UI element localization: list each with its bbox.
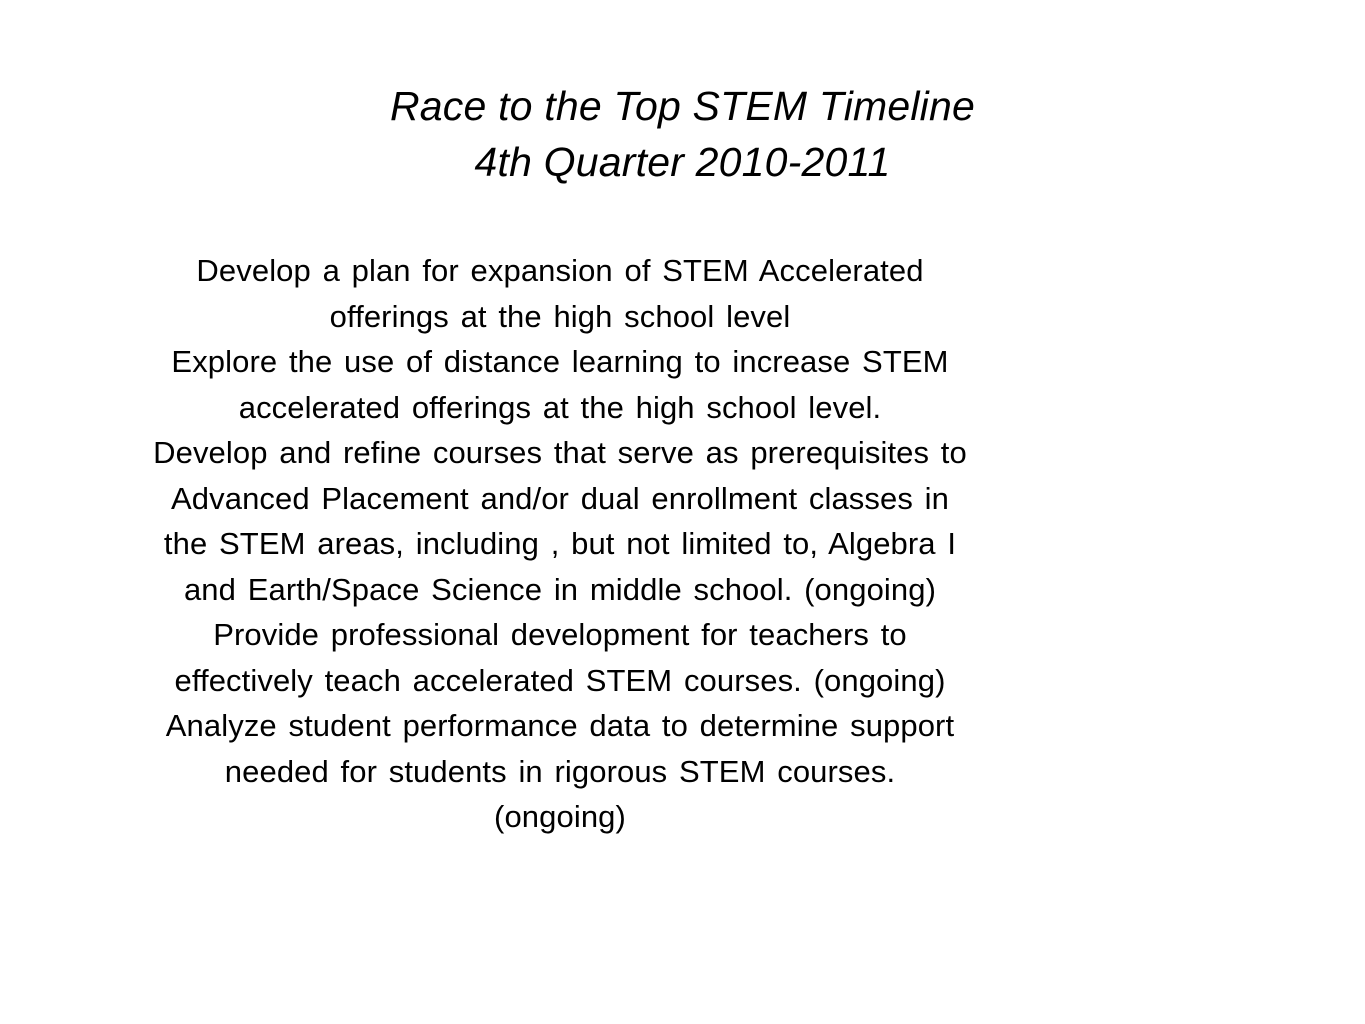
item-line: Explore the use of distance learning to increase STEM <box>171 344 949 379</box>
item-line: (ongoing) <box>494 799 626 834</box>
item-line: and Earth/Space Science in middle school. (ongoing) <box>183 571 937 607</box>
timeline-items <box>60 248 1060 840</box>
timeline-item-2 <box>60 339 1060 430</box>
timeline-item-3 <box>60 430 1060 612</box>
item-line: accelerated offerings at the high school level. <box>238 389 882 425</box>
item-line: offerings at the high school level <box>329 298 791 334</box>
timeline-item-4 <box>60 612 1060 703</box>
item-line: Develop and refine courses that serve as prerequisites to <box>153 435 967 470</box>
item-line: Provide professional development for teachers to <box>213 617 907 652</box>
item-line: effectively teach accelerated STEM courses. (ongoing) <box>174 662 946 698</box>
item-line: needed for students in rigorous STEM courses. <box>224 753 896 789</box>
item-line: Analyze student performance data to determine support <box>165 708 955 743</box>
timeline-item-1 <box>60 248 1060 339</box>
title-line-2: 4th Quarter 2010-2011 <box>474 139 891 185</box>
item-line: Advanced Placement and/or dual enrollment classes in <box>171 480 949 516</box>
item-line: Develop a plan for expansion of STEM Accelerated <box>196 253 924 288</box>
item-line: the STEM areas, including , but not limited to, Algebra I <box>163 526 957 561</box>
slide-title <box>0 78 1365 190</box>
title-line-1: Race to the Top STEM Timeline <box>389 83 975 129</box>
timeline-item-5 <box>60 703 1060 840</box>
